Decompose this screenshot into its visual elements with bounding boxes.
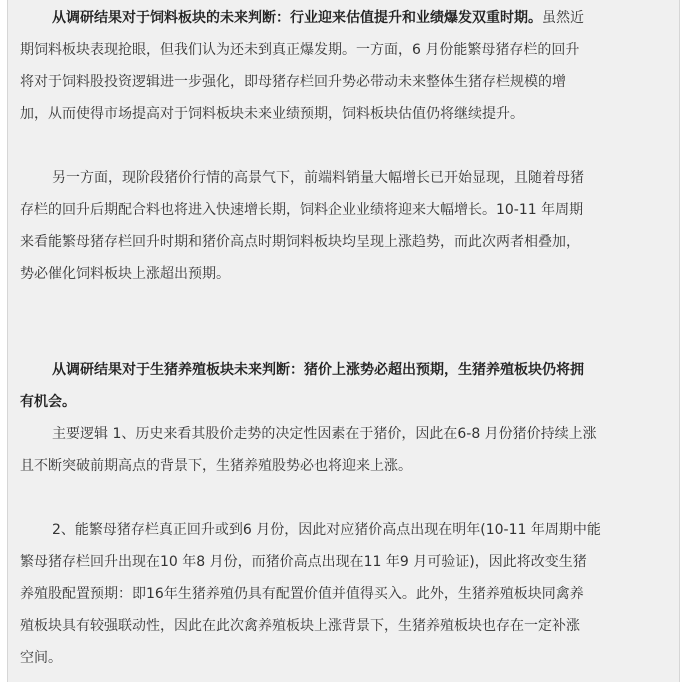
paragraph-1-text: 虽然近 xyxy=(542,10,584,26)
paragraph-5-line-2: 繁母猪存栏回升出现在10 年8 月份，而猪价高点出现在11 年9 月可验证)，因此将改变生猪 xyxy=(20,554,587,570)
paragraph-5-line-4: 殖板块具有较强联动性，因此在此次禽养殖板块上涨背景下，生猪养殖板块也存在一定补涨 xyxy=(20,618,580,634)
paragraph-2-line-4: 势必催化饲料板块上涨超出预期。 xyxy=(20,266,230,282)
paragraph-3-heading-2: 有机会。 xyxy=(20,394,76,410)
paragraph-1-line-4: 加，从而使得市场提高对于饲料板块未来业绩预期，饲料板块估值仍将继续提升。 xyxy=(20,106,524,122)
paragraph-2-line-1: 另一方面，现阶段猪价行情的高景气下，前端料销量大幅增长已开始显现，且随着母猪 xyxy=(52,170,584,186)
paragraph-5-line-1: 2、能繁母猪存栏真正回升或到6 月份，因此对应猪价高点出现在明年(10-11 年周期中能 xyxy=(52,522,601,538)
paragraph-5-line-5: 空间。 xyxy=(20,650,62,666)
paragraph-1-line-1 xyxy=(52,8,675,28)
paragraph-3-line-2 xyxy=(20,392,675,412)
article-panel xyxy=(7,0,680,682)
paragraph-3-line-1 xyxy=(52,360,675,380)
paragraph-1-heading: 从调研结果对于饲料板块的未来判断：行业迎来估值提升和业绩爆发双重时期。 xyxy=(52,10,542,26)
paragraph-5-line-3: 养殖股配置预期：即16年生猪养殖仍具有配置价值并值得买入。此外，生猪养殖板块同禽养 xyxy=(20,586,584,602)
paragraph-2-line-2: 存栏的回升后期配合料也将进入快速增长期，饲料企业业绩将迎来大幅增长。10-11 年周期 xyxy=(20,202,584,218)
paragraph-2-line-3: 来看能繁母猪存栏回升时期和猪价高点时期饲料板块均呈现上涨趋势，而此次两者相叠加， xyxy=(20,234,580,250)
paragraph-1-line-3: 将对于饲料股投资逻辑进一步强化，即母猪存栏回升势必带动未来整体生猪存栏规模的增 xyxy=(20,74,566,90)
paragraph-4-line-2: 且不断突破前期高点的背景下，生猪养殖股势必也将迎来上涨。 xyxy=(20,458,412,474)
paragraph-1-line-2: 期饲料板块表现抢眼，但我们认为还未到真正爆发期。一方面，6 月份能繁母猪存栏的回升 xyxy=(20,42,580,58)
paragraph-3-heading-1: 从调研结果对于生猪养殖板块未来判断：猪价上涨势必超出预期，生猪养殖板块仍将拥 xyxy=(52,362,584,378)
paragraph-4-line-1: 主要逻辑 1、历史来看其股价走势的决定性因素在于猪价，因此在6-8 月份猪价持续上涨 xyxy=(52,426,597,442)
